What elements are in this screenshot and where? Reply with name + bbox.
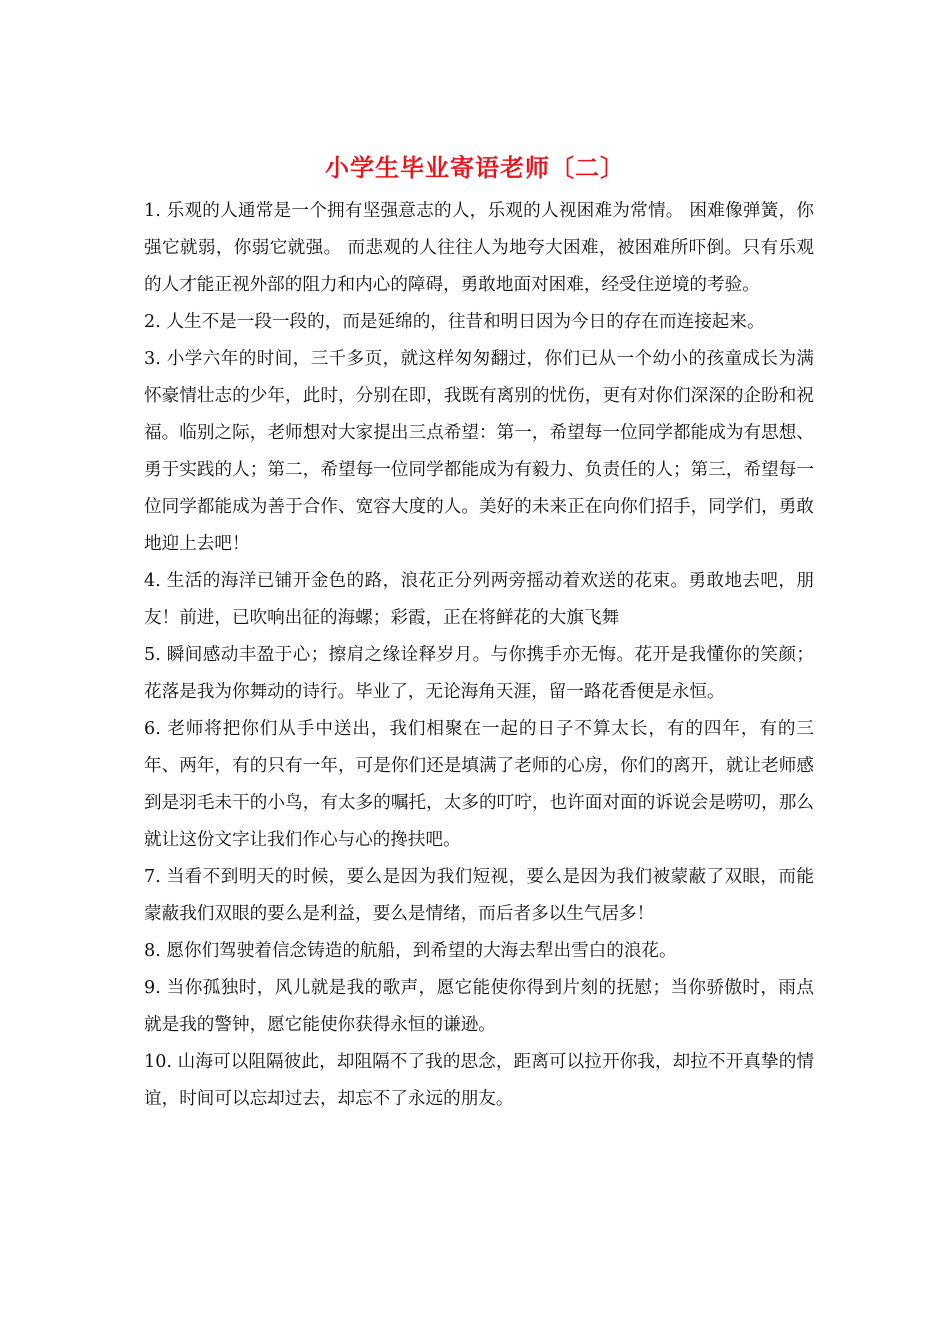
paragraph-3: 3. 小学六年的时间，三千多页，就这样匆匆翻过，你们已从一个幼小的孩童成长为满怀豪情壮志的少年，此时，分别在即，我既有离别的忧伤，更有对你们深深的企盼和祝福。临别之际，老师想对大家提出三点希望：第一，希望每一位同学都能成为有思想、勇于实践的人；第二，希望每一位同学都能成为有毅力、负责任的人；第三，希望每一位同学都能成为善于合作、宽容大度的人。美好的未来正在向你们招手，同学们，勇敢地迎上去吧！ [144, 349, 814, 554]
paragraph-4: 4. 生活的海洋已铺开金色的路，浪花正分列两旁摇动着欢送的花束。勇敢地去吧，朋友！前进，已吹响出征的海螺；彩霞，正在将鲜花的大旗飞舞 [144, 571, 814, 628]
paragraph-6: 6. 老师将把你们从手中送出，我们相聚在一起的日子不算太长，有的四年，有的三年、两年，有的只有一年，可是你们还是填满了老师的心房，你们的离开，就让老师感到是羽毛未干的小鸟，有太多的嘱托，太多的叮咛，也许面对面的诉说会是唠叨，那么就让这份文字让我们作心与心的搀扶吧。 [144, 719, 814, 850]
paragraph-2: 2. 人生不是一段一段的，而是延绵的，往昔和明日因为今日的存在而连接起来。 [144, 312, 765, 332]
paragraph-7: 7. 当看不到明天的时候，要么是因为我们短视，要么是因为我们被蒙蔽了双眼，而能蒙蔽我们双眼的要么是利益，要么是情绪，而后者多以生气居多！ [144, 867, 814, 924]
document-title: 小学生毕业寄语老师〔二〕 [325, 153, 625, 182]
paragraph-10: 10. 山海可以阻隔彼此，却阻隔不了我的思念，距离可以拉开你我，却拉不开真挚的情谊，时间可以忘却过去，却忘不了永远的朋友。 [144, 1052, 814, 1109]
document-body [144, 193, 814, 1118]
paragraph-9: 9. 当你孤独时，风儿就是我的歌声，愿它能使你得到片刻的抚慰；当你骄傲时，雨点就是我的警钟，愿它能使你获得永恒的谦逊。 [144, 978, 814, 1035]
paragraph-1: 1. 乐观的人通常是一个拥有坚强意志的人，乐观的人视困难为常情。 困难像弹簧，你强它就弱，你弱它就强。 而悲观的人往往人为地夸大困难，被困难所吓倒。只有乐观的人才能正视外部的阻力和内心的障碍，勇敢地面对困难，经受住逆境的考验。 [144, 201, 814, 295]
paragraph-8: 8. 愿你们驾驶着信念铸造的航船，到希望的大海去犁出雪白的浪花。 [144, 941, 677, 961]
paragraph-5: 5. 瞬间感动丰盈于心；擦肩之缘诠释岁月。与你携手亦无悔。花开是我懂你的笑颜；花落是我为你舞动的诗行。毕业了，无论海角天涯，留一路花香便是永恒。 [144, 645, 814, 702]
